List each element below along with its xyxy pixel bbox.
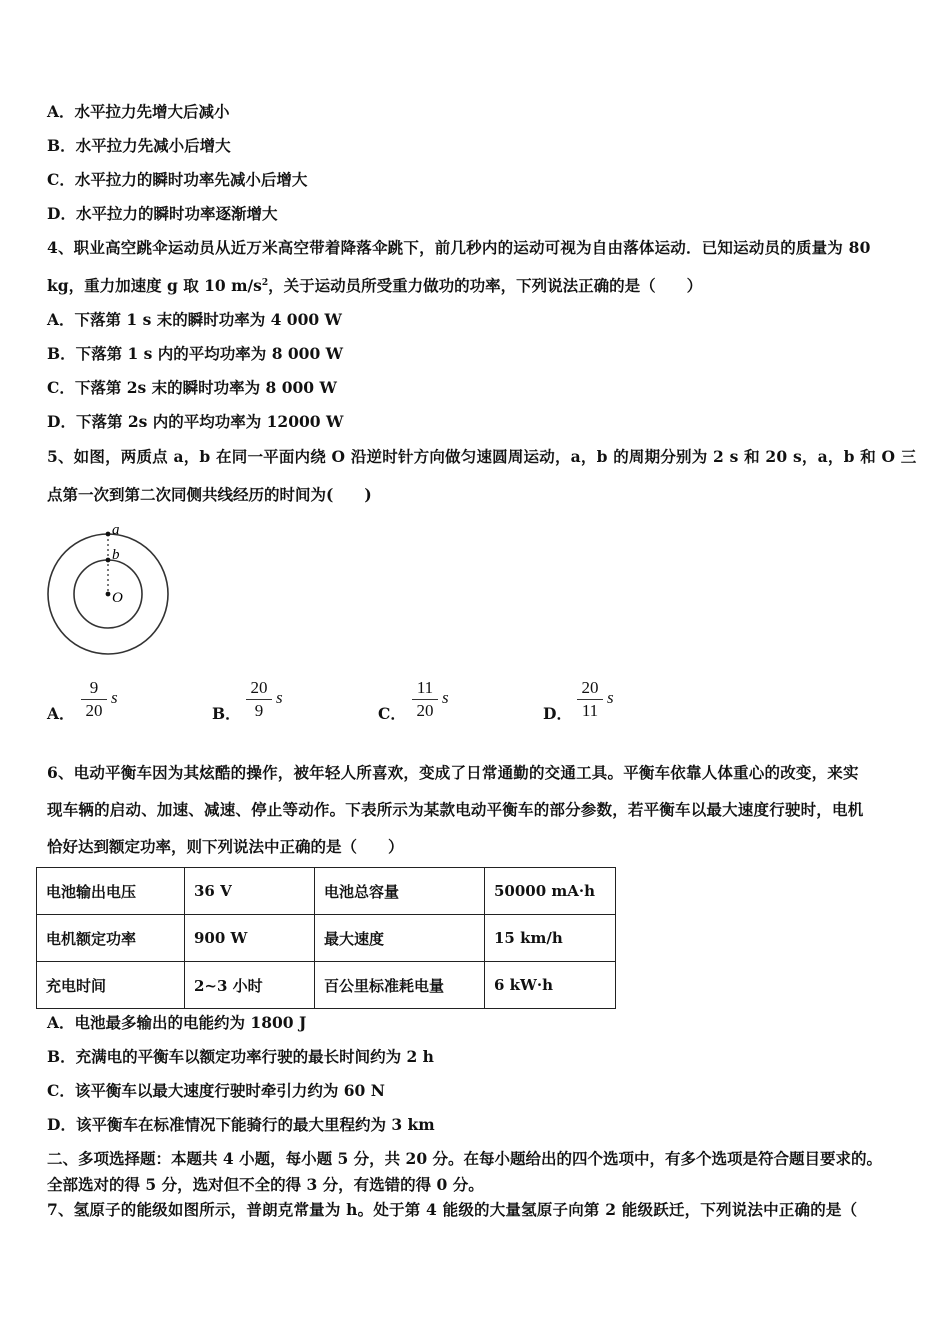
table-cell: 电池总容量 bbox=[315, 868, 485, 915]
denominator: 11 bbox=[581, 701, 599, 720]
q4-stem-line2-post: ，关于运动员所受重力做功的功率，下列说法正确的是（ ） bbox=[268, 276, 703, 295]
table-cell: 900 W bbox=[185, 915, 315, 962]
table-cell: 电池输出电压 bbox=[37, 868, 185, 915]
q4-option-a: A．下落第 1 s 末的瞬时功率为 4 000 W bbox=[47, 310, 342, 329]
numerator: 20 bbox=[581, 678, 599, 697]
q5-option-d-label: D． bbox=[543, 704, 572, 723]
q6-stem-line1: 6、电动平衡车因为其炫酷的操作，被年轻人所喜欢，变成了日常通勤的交通工具。平衡车依靠人体重心的改变，来实 bbox=[47, 763, 859, 782]
q6-option-a: A．电池最多输出的电能约为 1800 J bbox=[47, 1013, 307, 1032]
q5-option-c-fraction bbox=[410, 678, 440, 721]
denominator: 9 bbox=[254, 701, 264, 720]
table-cell: 50000 mA·h bbox=[485, 868, 616, 915]
q5-option-b-fraction bbox=[244, 678, 274, 721]
q5-option-d-fraction bbox=[575, 678, 605, 721]
q4-option-d: D．下落第 2s 内的平均功率为 12000 W bbox=[47, 412, 344, 431]
q3-option-a: A．水平拉力先增大后减小 bbox=[47, 102, 230, 121]
q6-option-b: B．充满电的平衡车以额定功率行驶的最长时间约为 2 h bbox=[47, 1047, 434, 1066]
unit: s bbox=[276, 688, 283, 707]
q6-params-table bbox=[36, 867, 616, 1009]
q5-option-a-fraction bbox=[79, 678, 109, 721]
table-row bbox=[37, 915, 616, 962]
denominator: 20 bbox=[416, 701, 434, 720]
q4-exponent: 2 bbox=[261, 278, 269, 288]
q5-option-a-label: A． bbox=[47, 704, 75, 723]
q4-stem-line2 bbox=[47, 276, 702, 296]
q4-option-c: C．下落第 2s 末的瞬时功率为 8 000 W bbox=[47, 378, 337, 397]
q3-option-d: D．水平拉力的瞬时功率逐渐增大 bbox=[47, 204, 278, 223]
table-cell: 36 V bbox=[185, 868, 315, 915]
unit: s bbox=[442, 688, 449, 707]
unit: s bbox=[111, 688, 118, 707]
table-row bbox=[37, 868, 616, 915]
section2-line2: 全部选对的得 5 分，选对但不全的得 3 分，有选错的得 0 分。 bbox=[47, 1175, 484, 1194]
denominator: 20 bbox=[85, 701, 103, 720]
table-cell: 充电时间 bbox=[37, 962, 185, 1009]
q5-option-c-label: C． bbox=[378, 704, 406, 723]
table-cell: 2~3 小时 bbox=[185, 962, 315, 1009]
numerator: 11 bbox=[416, 678, 434, 697]
q5-stem-line2: 点第一次到第二次同侧共线经历的时间为( ) bbox=[47, 485, 372, 504]
q7-stem-line1: 7、氢原子的能级如图所示，普朗克常量为 h。处于第 4 能级的大量氢原子向第 2 能级跃迁，下列说法中正确的是（ bbox=[47, 1200, 858, 1219]
point-b bbox=[106, 558, 111, 563]
q4-option-b: B．下落第 1 s 内的平均功率为 8 000 W bbox=[47, 344, 344, 363]
section2-line1: 二、多项选择题：本题共 4 小题，每小题 5 分，共 20 分。在每小题给出的四个选项中，有多个选项是符合题目要求的。 bbox=[47, 1149, 883, 1168]
label-b: b bbox=[112, 547, 120, 563]
q4-stem-line2-pre: kg，重力加速度 g 取 10 m/s bbox=[47, 276, 262, 295]
point-a bbox=[106, 532, 111, 537]
table-cell: 百公里标准耗电量 bbox=[315, 962, 485, 1009]
q6-stem-line2: 现车辆的启动、加速、减速、停止等动作。下表所示为某款电动平衡车的部分参数，若平衡车以最大速度行驶时，电机 bbox=[47, 800, 864, 819]
label-o: O bbox=[112, 590, 123, 606]
numerator: 20 bbox=[250, 678, 268, 697]
q3-option-b: B．水平拉力先减小后增大 bbox=[47, 136, 231, 155]
label-a: a bbox=[112, 522, 120, 538]
q6-stem-line3: 恰好达到额定功率，则下列说法中正确的是（ ） bbox=[47, 837, 404, 856]
q3-option-c: C．水平拉力的瞬时功率先减小后增大 bbox=[47, 170, 308, 189]
q6-option-c: C．该平衡车以最大速度行驶时牵引力约为 60 N bbox=[47, 1081, 385, 1100]
table-cell: 15 km/h bbox=[485, 915, 616, 962]
table-row bbox=[37, 962, 616, 1009]
unit: s bbox=[607, 688, 614, 707]
table-cell: 最大速度 bbox=[315, 915, 485, 962]
table-cell: 6 kW·h bbox=[485, 962, 616, 1009]
table-cell: 电机额定功率 bbox=[37, 915, 185, 962]
q5-orbit-figure bbox=[40, 520, 180, 660]
q5-option-b-label: B． bbox=[212, 704, 241, 723]
point-o bbox=[106, 592, 111, 597]
q4-stem-line1: 4、职业高空跳伞运动员从近万米高空带着降落伞跳下，前几秒内的运动可视为自由落体运动．已知运动员的质量为 80 bbox=[47, 238, 871, 257]
q6-option-d: D．该平衡车在标准情况下能骑行的最大里程约为 3 km bbox=[47, 1115, 435, 1134]
numerator: 9 bbox=[89, 678, 99, 697]
q5-stem-line1: 5、如图，两质点 a，b 在同一平面内绕 O 沿逆时针方向做匀速圆周运动，a，b 的周期分别为 2 s 和 20 s，a，b 和 O 三 bbox=[47, 447, 917, 466]
